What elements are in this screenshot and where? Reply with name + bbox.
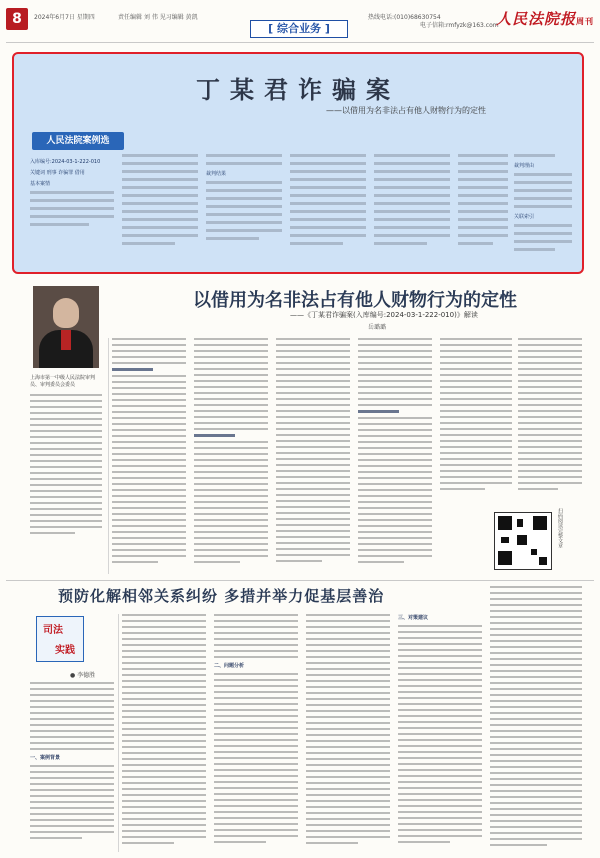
article-column-3 (194, 338, 268, 576)
bottom-column-5 (398, 614, 482, 852)
judgment-heading: 裁判结果 (206, 171, 227, 177)
suggestions-heading: 三、对策建议 (398, 615, 429, 621)
analysis-heading: 二、问题分析 (214, 663, 245, 669)
article-column-1 (30, 374, 102, 574)
header-rule (6, 42, 594, 43)
feature-column-2 (122, 154, 198, 264)
featured-case-box[interactable] (12, 52, 584, 274)
feature-column-6 (458, 154, 508, 264)
practice-label-2: 实践 (55, 645, 75, 656)
page-header (0, 0, 600, 42)
brand-name: 人民法院报 (495, 10, 576, 28)
feature-column-3 (206, 154, 282, 264)
section-tag[interactable]: [ 综合业务 ] (250, 20, 348, 38)
page-number: 8 (6, 8, 28, 30)
bottom-column-6 (490, 586, 582, 852)
author-photo (33, 286, 99, 368)
feature-column-4 (290, 154, 366, 264)
feature-title: 丁某君诈骗案 (196, 75, 400, 104)
bottom-column-3 (214, 614, 298, 852)
brand-logo (496, 8, 594, 29)
bottom-column-2 (122, 614, 206, 852)
article-column-5 (358, 338, 432, 576)
qr-caption: 扫码阅读完整文章 (557, 508, 563, 548)
editor-line: 责任编辑 刘 伟 见习编辑 黄凯 (118, 14, 198, 21)
bottom-article-title[interactable]: 预防化解相邻关系纠纷 多措并举力促基层善治 (58, 587, 385, 605)
legal-basis-heading: 关联索引 (514, 214, 535, 220)
article-author: 岳璐璐 (368, 324, 387, 331)
background-heading: 一、案例背景 (30, 755, 61, 761)
keywords: 关键词 刑事 诈骗罪 借用 (30, 170, 85, 176)
article-column-7 (518, 338, 582, 504)
bottom-column-1 (30, 682, 114, 852)
feature-column-7 (514, 154, 572, 264)
feature-subtitle: ——以借用为名非法占有他人财物行为的定性 (326, 106, 486, 115)
date-line: 2024年6月7日 星期四 (34, 14, 95, 21)
basic-facts-heading: 基本案情 (30, 181, 51, 187)
qr-code[interactable] (494, 512, 552, 570)
judicial-practice-label (36, 616, 84, 662)
column-divider (108, 338, 109, 574)
bottom-rule (6, 580, 594, 581)
brand-suffix: 周刊 (576, 16, 594, 26)
email-line: 电子信箱:rmfyzk@163.com (420, 22, 499, 29)
feature-column-1 (30, 158, 114, 268)
feature-column-5 (374, 154, 450, 264)
column-divider (118, 614, 119, 852)
article-subtitle: ——《丁某君诈骗案(入库编号:2024-03-1-222-010)》解读 (290, 311, 478, 319)
article-column-4 (276, 338, 350, 576)
practice-label-1: 司法 (43, 625, 63, 636)
article-title[interactable]: 以借用为名非法占有他人财物行为的定性 (193, 290, 517, 311)
photo-caption: 上海市第一中级人民法院审判员、审判委员会委员 (30, 375, 96, 388)
case-number: 入库编号:2024-03-1-222-010 (30, 159, 101, 165)
contact-line: 热线电话:(010)68630754 (368, 14, 441, 21)
bottom-column-4 (306, 614, 390, 852)
article-column-2 (112, 338, 186, 576)
reason-heading: 裁判理由 (514, 163, 535, 169)
case-source-badge: 人民法院案例选 (32, 132, 124, 150)
article-column-6 (440, 338, 512, 504)
bottom-article-author: ● 李德胜 (70, 672, 96, 679)
